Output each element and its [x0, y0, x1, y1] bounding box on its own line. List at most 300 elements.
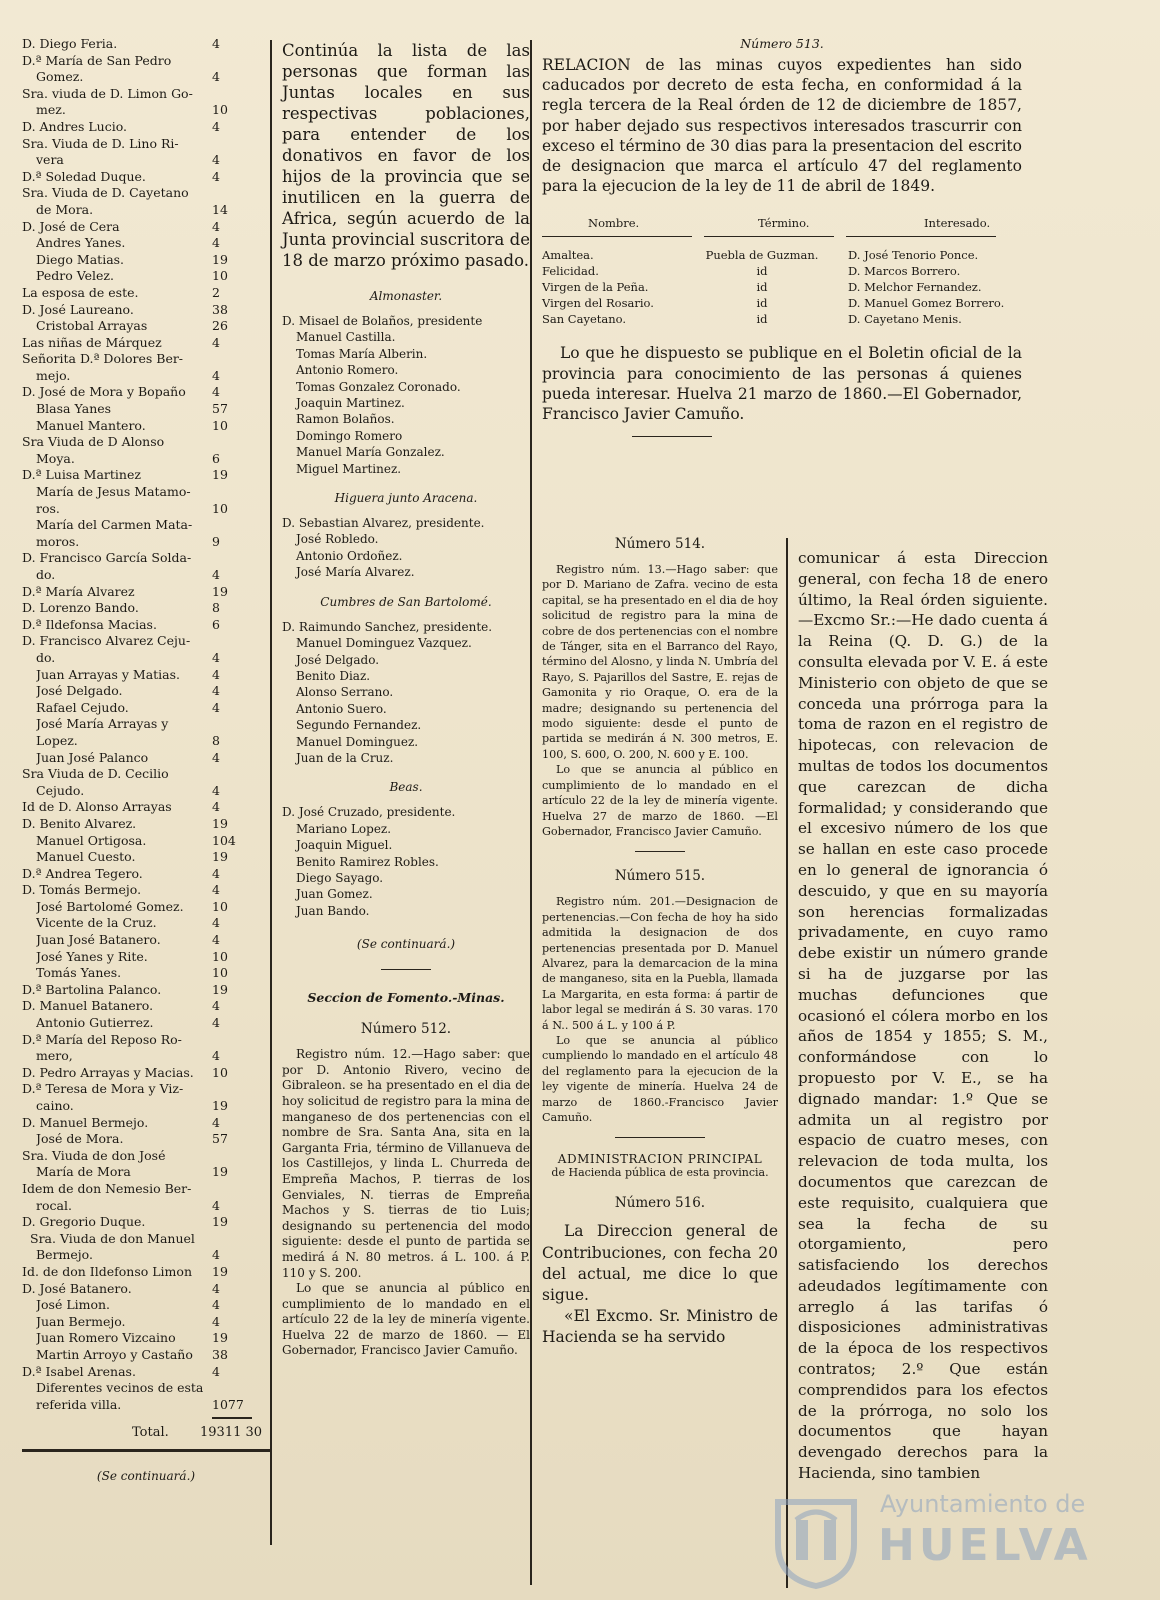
donor-amount: 38 [212, 1346, 228, 1362]
donor-name: D. Andres Lucio. [22, 118, 127, 134]
donor-row [22, 467, 270, 484]
donor-amount: 9 [212, 533, 220, 549]
donor-name: D. José de Cera [22, 218, 120, 234]
donor-amount: 19 [212, 1098, 228, 1113]
donor-name: rocal. [36, 1197, 72, 1213]
donor-name: Sra Viuda de D Alonso [22, 434, 165, 450]
donor-amount: 4 [212, 152, 220, 168]
donor-amount: 4 [212, 699, 220, 715]
donor-name: D. Manuel Bermejo. [22, 1114, 149, 1130]
donor-row [22, 1065, 270, 1082]
donor-name: Manuel Ortigosa. [36, 832, 147, 848]
donor-row [22, 86, 270, 103]
donor-amount: 19 [212, 467, 228, 483]
donor-row [22, 1214, 270, 1231]
donor-amount: 19 [212, 1214, 228, 1230]
section-divider [381, 969, 431, 970]
donor-name: moros. [36, 533, 80, 549]
town-heading: Beas. [389, 780, 423, 795]
donor-row [22, 1314, 270, 1331]
donor-row [22, 418, 270, 435]
donor-row [22, 633, 270, 650]
header-termino: Término. [758, 216, 810, 231]
donor-row [22, 268, 270, 285]
donor-amount [212, 434, 270, 451]
town-lists [282, 289, 530, 919]
donor-amount: 4 [212, 1363, 220, 1379]
donor-name: Cejudo. [36, 782, 85, 798]
donor-amount: 4 [212, 567, 220, 582]
junta-member: Miguel Martinez. [296, 461, 402, 476]
donor-amount: 6 [212, 616, 220, 632]
donor-amount [212, 351, 270, 368]
relacion-text: RELACION de las minas cuyos expedientes han sido caducados por decreto de esta fecha, en conformidad á la regla tercera de la Real órden de 12 de diciembre de 1857, por haber dejado sus respectivos interesados trascurrir con exceso el término de 30 dias para la presentacion del escrito de designacion que marca el artículo 47 del reglamento para la ejecucion de la ley de 11 de abril de 1849. [542, 56, 1022, 196]
donor-amount: 4 [212, 118, 220, 134]
junta-member: Segundo Fernandez. [296, 718, 422, 733]
admin-subtitle: de Hacienda pública de esta provincia. [551, 1166, 769, 1180]
donor-amount: 10 [212, 268, 228, 284]
donor-row [22, 716, 270, 733]
donor-name: Diego Matias. [36, 251, 125, 267]
donor-row [22, 53, 270, 70]
donor-amount: 1077 [212, 1396, 244, 1412]
junta-member: Joaquin Miguel. [296, 838, 393, 853]
donor-row [22, 1330, 270, 1347]
junta-member: Domingo Romero [296, 428, 403, 443]
column-rule-1 [270, 40, 272, 1545]
junta-member: Benito Diaz. [296, 668, 371, 683]
donor-name: D.ª Isabel Arenas. [22, 1363, 136, 1379]
notice-516-text: La Direccion general de Contribuciones, con fecha 20 del actual, me dice lo que sigue. [542, 1222, 778, 1305]
junta-member: D. Raimundo Sanchez, presidente. [282, 619, 493, 634]
donor-row [22, 899, 270, 916]
donor-row [22, 1181, 270, 1198]
donor-name: Blasa Yanes [36, 401, 112, 417]
donor-row [22, 219, 270, 236]
juntas-column [282, 36, 530, 1359]
donor-name: Sra. viuda de D. Limon Go- [22, 85, 193, 101]
donor-amount: 19 [212, 251, 228, 267]
divider-515 [615, 1137, 705, 1138]
continued-note-1: (Se continuará.) [96, 1469, 196, 1484]
donor-amount: 4 [212, 782, 220, 798]
donor-amount: 4 [212, 915, 220, 931]
donor-name: Las niñas de Márquez [22, 334, 162, 350]
donor-row [22, 1247, 270, 1264]
header-interesado: Interesado. [924, 216, 991, 231]
donor-amount: 4 [212, 799, 220, 815]
donor-amount: 4 [212, 1247, 220, 1263]
donor-name: D.ª María del Reposo Ro- [22, 1031, 182, 1047]
donor-row [22, 550, 270, 567]
junta-member: Manuel María Gonzalez. [296, 445, 445, 460]
junta-member: Joaquin Martinez. [296, 396, 405, 411]
donor-name: Diferentes vecinos de esta [36, 1380, 204, 1396]
donor-amount: 8 [212, 600, 220, 616]
watermark-line2: HUELVA [878, 1520, 1092, 1571]
junta-member: Diego Sayago. [296, 870, 384, 885]
donor-name: D. Manuel Batanero. [22, 998, 154, 1014]
notice-515-closing: Lo que se anuncia al público cumpliendo lo mandado en el artículo 48 del reglamento para la ejecucion de la ley vigente de minería. Huelva 24 de marzo de 1860.-Francisco Javier Camuño. [542, 1033, 778, 1124]
mine-interesado: D. Marcos Borrero. [848, 264, 961, 279]
donor-amount: 10 [212, 102, 228, 118]
donor-amount: 4 [212, 1048, 220, 1064]
total-double-rule [22, 1449, 270, 1452]
donor-list [22, 36, 270, 1413]
donor-row [22, 285, 270, 302]
donor-amount: 104 [212, 832, 236, 848]
donor-amount: 4 [212, 384, 220, 400]
donor-amount: 4 [212, 649, 220, 665]
donor-amount: 4 [212, 235, 220, 251]
donor-name: D.ª Luisa Martinez [22, 467, 141, 483]
donor-name: José Limon. [36, 1297, 111, 1313]
donor-name: Andres Yanes. [36, 235, 126, 251]
donor-name: María de Mora [36, 1164, 131, 1180]
donor-row [22, 1015, 270, 1032]
donor-amount: 4 [212, 334, 220, 350]
donor-name: mejo. [36, 367, 71, 383]
donor-row [22, 617, 270, 634]
donor-row [22, 650, 270, 667]
donor-row [22, 833, 270, 850]
donor-row [22, 1364, 270, 1381]
junta-member: Antonio Suero. [296, 701, 387, 716]
relacion-closing: Lo que he dispuesto se publique en el Boletin oficial de la provincia para conocimiento de las personas á quienes pueda interesar. Huelva 21 marzo de 1860.—El Gobernador, Francisco Javier Camuño. [542, 344, 1022, 424]
divider-514 [635, 851, 685, 852]
header-nombre: Nombre. [588, 216, 640, 231]
donor-name: Juan José Palanco [36, 749, 149, 765]
donor-row [22, 351, 270, 368]
donor-row [22, 866, 270, 883]
donor-row [22, 152, 270, 169]
town-heading: Higuera junto Aracena. [334, 491, 478, 506]
donor-row [22, 584, 270, 601]
donor-list-column [22, 36, 270, 1485]
notice-512-closing: Lo que se anuncia al público en cumplimiento de lo mandado en el artículo 22 de la ley de minería vigente. Huelva 22 de marzo de 1860. — El Gobernador, Francisco Javier Camuño. [282, 1281, 530, 1358]
donor-name: D.ª Andrea Tegero. [22, 865, 143, 881]
donor-row [22, 1148, 270, 1165]
donor-row [22, 783, 270, 800]
column-rule-2 [530, 40, 532, 1585]
sum-rule [212, 1417, 252, 1419]
watermark [760, 1490, 1160, 1590]
donor-name: Gomez. [36, 69, 84, 85]
donor-row [22, 1281, 270, 1298]
donor-name: mero, [36, 1048, 73, 1064]
total-label: Total. [132, 1424, 169, 1440]
junta-member: Juan de la Cruz. [296, 750, 394, 765]
donor-name: D. Francisco Alvarez Ceju- [22, 633, 191, 649]
donor-amount: 19 [212, 981, 228, 997]
junta-member: Tomas María Alberin. [296, 346, 428, 361]
donor-row [22, 799, 270, 816]
mine-interesado: D. Manuel Gomez Borrero. [848, 296, 1005, 311]
donor-amount: 57 [212, 1131, 228, 1147]
donor-name: do. [36, 567, 56, 582]
mine-interesado: D. José Tenorio Ponce. [848, 248, 979, 263]
donor-name: Antonio Gutierrez. [36, 1015, 154, 1031]
junta-member: José Delgado. [296, 652, 380, 667]
donor-name: Señorita D.ª Dolores Ber- [22, 351, 184, 367]
notice-516-cont: «El Excmo. Sr. Ministro de Hacienda se ha servido [542, 1307, 778, 1347]
donor-row [22, 368, 270, 385]
donor-amount: 4 [212, 932, 220, 948]
donor-name: D.ª Ildefonsa Macias. [22, 616, 157, 632]
donor-row [22, 235, 270, 252]
donor-amount: 57 [212, 401, 228, 417]
donor-name: Manuel Mantero. [36, 417, 146, 433]
donor-amount [212, 716, 270, 733]
mine-interesado: D. Melchor Fernandez. [848, 280, 982, 295]
donor-row [22, 1297, 270, 1314]
donor-row [22, 534, 270, 551]
donor-name: María del Carmen Mata- [36, 517, 193, 533]
donor-amount: 4 [212, 69, 220, 85]
donor-amount: 4 [212, 1297, 220, 1313]
town-heading: Cumbres de San Bartolomé. [320, 594, 492, 609]
mines-table [542, 247, 1022, 327]
donor-row [22, 169, 270, 186]
donor-row [22, 849, 270, 866]
junta-member: José Robledo. [296, 532, 379, 547]
donor-row [22, 252, 270, 269]
donor-row [22, 501, 270, 518]
donor-row [22, 517, 270, 534]
donor-name: D.ª Soledad Duque. [22, 168, 146, 184]
donor-name: Pedro Velez. [36, 268, 114, 284]
donor-name: Sra. Viuda de don Manuel [30, 1230, 195, 1246]
donor-name: D.ª Bartolina Palanco. [22, 981, 162, 997]
donor-row [22, 1048, 270, 1065]
mines-table-header [542, 216, 1022, 230]
donor-row [22, 1032, 270, 1049]
donor-row [22, 1115, 270, 1132]
donor-amount: 10 [212, 500, 228, 516]
donor-row [22, 965, 270, 982]
donor-name: Juan Bermejo. [36, 1313, 126, 1329]
donor-amount: 38 [212, 301, 228, 317]
junta-member: Ramon Bolaños. [296, 412, 395, 427]
donor-name: José Delgado. [36, 683, 123, 699]
donor-row [22, 1131, 270, 1148]
donor-amount [212, 136, 270, 153]
donor-amount: 19 [212, 815, 228, 831]
donor-name: Cristobal Arrayas [36, 318, 148, 334]
donor-amount: 19 [212, 1263, 228, 1279]
mine-name: Felicidad. [542, 264, 599, 279]
donor-name: María de Jesus Matamo- [36, 484, 191, 500]
coat-of-arms-icon [766, 1494, 866, 1590]
notice-512-number: Número 512. [360, 1021, 452, 1038]
donor-name: do. [36, 649, 56, 665]
notice-515-number: Número 515. [614, 868, 706, 885]
junta-member: D. Misael de Bolaños, presidente [282, 314, 483, 328]
donor-amount: 4 [212, 367, 220, 383]
donor-amount [212, 86, 270, 103]
junta-member: Juan Gomez. [296, 887, 373, 902]
donor-row [22, 302, 270, 319]
column-rule-3 [786, 538, 788, 1588]
donor-name: Idem de don Nemesio Ber- [22, 1180, 192, 1196]
donor-name: Bermejo. [36, 1247, 93, 1263]
donor-name: D.ª María Alvarez [22, 583, 135, 599]
mine-row [542, 247, 1022, 263]
donor-row [22, 667, 270, 684]
donor-amount: 4 [212, 683, 220, 699]
donor-name: D. Francisco García Solda- [22, 550, 192, 566]
donor-amount: 4 [212, 168, 220, 184]
donor-row [22, 915, 270, 932]
donor-amount: 10 [212, 948, 228, 964]
donor-amount [212, 1081, 270, 1098]
donor-name: Tomás Yanes. [36, 965, 122, 981]
donor-name: Id. de don Ildefonso Limon [22, 1263, 192, 1279]
notice-514-closing: Lo que se anuncia al público en cumplimiento de lo mandado en el artículo 22 de la ley de minería vigente. Huelva 27 de marzo de 1860. —El Gobernador, Francisco Javier Camuño. [542, 763, 778, 838]
donor-name: José de Mora. [36, 1131, 124, 1147]
donor-amount [212, 633, 270, 650]
donor-row [22, 401, 270, 418]
notice-512-text: Registro núm. 12.—Hago saber: que por D. Antonio Rivero, vecino de Gibraleon. se ha presentado en el dia de hoy solicitud de registro para la mina de manganeso de dos pertenencias con el nombre de Sra. Santa Ana, sita en la Garganta Fria, término de Villanueva de los Castillejos, y linda L. Churreda de Empreña Machos, P. tierras de los Genviales, N. tierras de Empreña Machos y S. tierras de tio Luis; designando su pertenencia del modo siguiente: desde el punto de partida se medirá á N. 80 metros. á L. 100. á P. 110 y S. 200. [282, 1047, 530, 1280]
donor-name: de Mora. [36, 201, 94, 217]
donor-amount: 10 [212, 898, 228, 914]
donor-amount: 4 [212, 998, 220, 1014]
donor-amount [212, 1380, 270, 1397]
donor-name: Id de D. Alonso Arrayas [22, 799, 172, 815]
donor-amount [212, 1181, 270, 1198]
donor-amount: 6 [212, 450, 220, 466]
donor-row [22, 1347, 270, 1364]
donor-row [22, 36, 270, 53]
donor-name: D. Pedro Arrayas y Macias. [22, 1064, 194, 1080]
divider-513 [632, 436, 712, 437]
donor-name: vera [36, 152, 64, 168]
mine-termino: id [756, 264, 768, 279]
donor-name: José María Arrayas y [36, 716, 169, 732]
donor-name: La esposa de este. [22, 284, 139, 300]
mine-name: Virgen del Rosario. [542, 296, 654, 311]
donor-row [22, 119, 270, 136]
donor-row [22, 949, 270, 966]
junta-member: Antonio Romero. [296, 363, 399, 378]
donor-row [22, 1231, 270, 1248]
donor-name: Lopez. [36, 732, 78, 748]
donor-amount [212, 484, 270, 501]
total-value: 19311 30 [200, 1424, 263, 1440]
donor-amount [212, 550, 270, 567]
notice-514-text: Registro núm. 13.—Hago saber: que por D. Mariano de Zafra. vecino de esta capital, se ha presentado en el dia de hoy solicitud de registro para la mina de cobre de dos pertenencias con el nombre de Tánger, sita en el Barranco del Rayo, término del Alosno, y linda N. Umbría del Rayo, S. Pajarillos del Sastre, E. rejas de Gamonita y rio Oraque, O. era de la madre; designando su pertenencia del modo siguiente: desde el punto de partida se medirán á N. 300 metros, E. 100, S. 600, O. 200, N. 600 y E. 100. [542, 563, 778, 761]
notices-514-516-column [542, 536, 778, 1349]
donor-amount: 10 [212, 965, 228, 981]
donor-name: Manuel Cuesto. [36, 849, 136, 865]
donor-row [22, 733, 270, 750]
watermark-line1: Ayuntamiento de [880, 1490, 1086, 1518]
donor-amount: 2 [212, 284, 220, 300]
donor-row [22, 69, 270, 86]
donor-name: D. Diego Feria. [22, 36, 118, 51]
donor-amount: 19 [212, 849, 228, 865]
mine-row [542, 311, 1022, 327]
donor-name: D. Benito Alvarez. [22, 815, 137, 831]
donor-amount: 4 [212, 1015, 220, 1031]
donor-row [22, 384, 270, 401]
donor-amount [212, 1032, 270, 1049]
donor-row [22, 1380, 270, 1397]
donor-name: Martin Arroyo y Castaño [36, 1346, 193, 1362]
donor-row [22, 1081, 270, 1098]
donor-row [22, 766, 270, 783]
donor-row [22, 982, 270, 999]
donor-name: Sra. Viuda de don José [22, 1147, 166, 1163]
junta-member: Manuel Dominguez Vazquez. [296, 636, 472, 651]
donor-amount [212, 1148, 270, 1165]
donor-amount: 26 [212, 318, 228, 334]
junta-member: Manuel Castilla. [296, 330, 396, 345]
relacion-section [542, 36, 1022, 449]
donor-row [22, 434, 270, 451]
donor-name: Sra. Viuda de D. Cayetano [22, 185, 189, 201]
donor-name: D. Tomás Bermejo. [22, 882, 142, 898]
donor-row [22, 484, 270, 501]
mine-row [542, 295, 1022, 311]
donor-row [22, 750, 270, 767]
donor-row [22, 567, 270, 584]
donor-amount: 10 [212, 1064, 228, 1080]
donor-amount: 10 [212, 417, 228, 433]
donor-amount: 4 [212, 666, 220, 682]
donor-name: D.ª Teresa de Mora y Viz- [22, 1081, 184, 1097]
donor-row [22, 882, 270, 899]
donor-amount [212, 1231, 270, 1248]
notice-516-number: Número 516. [614, 1195, 706, 1212]
donor-amount: 4 [212, 1114, 220, 1130]
donor-amount: 8 [212, 732, 220, 748]
junta-member: Mariano Lopez. [296, 821, 392, 836]
donor-name: D.ª María de San Pedro [22, 52, 172, 68]
donor-amount: 14 [212, 201, 228, 217]
junta-member: Benito Ramirez Robles. [296, 854, 439, 869]
junta-member: Manuel Dominguez. [296, 734, 419, 749]
donor-row [22, 202, 270, 219]
junta-member: Juan Bando. [296, 903, 370, 918]
mine-name: Virgen de la Peña. [542, 280, 649, 295]
donor-amount: 4 [212, 1197, 220, 1213]
donor-row [22, 102, 270, 119]
mine-row [542, 279, 1022, 295]
donor-amount [212, 185, 270, 202]
notice-513-number: Número 513. [740, 36, 824, 51]
donor-row [22, 1164, 270, 1181]
mine-termino: id [756, 296, 768, 311]
real-orden-column [798, 548, 1048, 1484]
donor-row [22, 1264, 270, 1281]
donor-name: D. Gregorio Duque. [22, 1214, 146, 1230]
donor-row [22, 136, 270, 153]
mine-termino: id [756, 280, 768, 295]
admin-title: ADMINISTRACION PRINCIPAL [557, 1152, 763, 1167]
donor-row [22, 185, 270, 202]
donor-name: ros. [36, 500, 60, 516]
donor-amount: 4 [212, 1313, 220, 1329]
donor-row [22, 318, 270, 335]
donor-amount [212, 53, 270, 70]
table-header-rules [542, 236, 1022, 237]
donor-name: José Yanes y Rite. [36, 948, 148, 964]
donor-row [22, 451, 270, 468]
donor-amount: 19 [212, 583, 228, 599]
donor-name: José Bartolomé Gomez. [36, 898, 184, 914]
donor-row [22, 932, 270, 949]
